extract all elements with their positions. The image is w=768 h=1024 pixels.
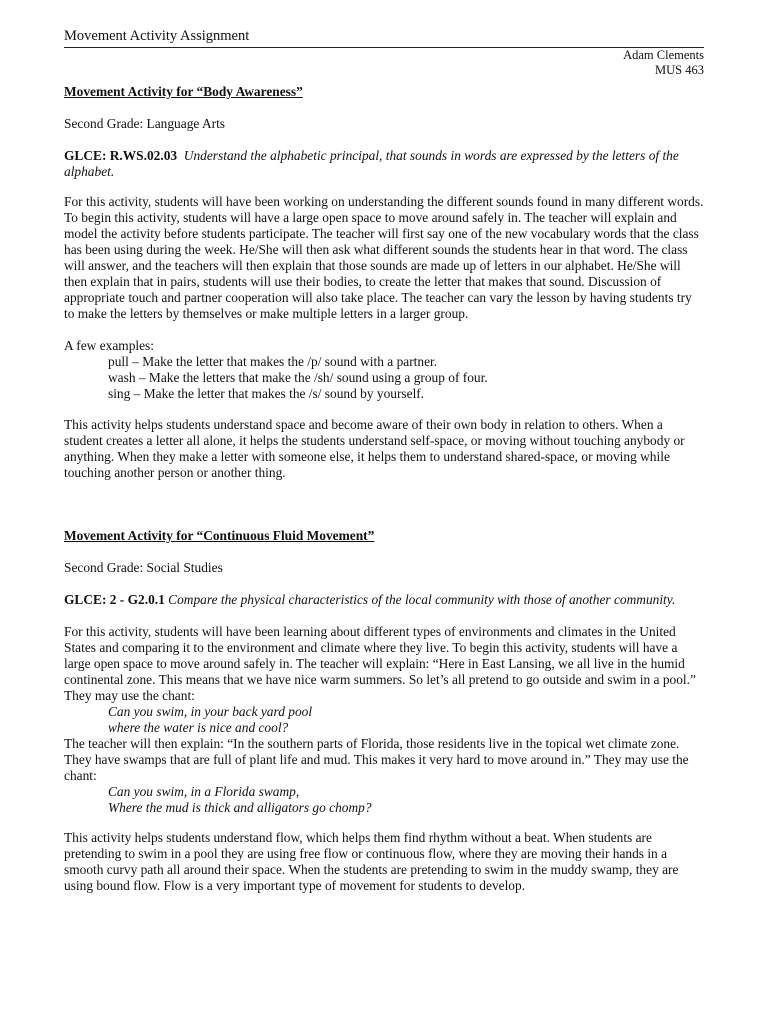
section-heading: Movement Activity for “Continuous Fluid Movement” (64, 528, 375, 543)
section-fluid-movement-heading (64, 528, 704, 544)
section-fluid-movement-para1 (64, 624, 704, 816)
grade-subject: Second Grade: Language Arts (64, 116, 226, 131)
document-header-title: Movement Activity Assignment (64, 28, 250, 44)
paragraph: This activity helps students understand space and become aware of their own body in relation to others. When a student creates a letter all alone, it helps the students understand self-space, or moving without touching anybody or anything. When they make a letter with someone else, it helps them to understand shared-space, or moving while touching another person or another thing. (64, 417, 685, 480)
examples-label: A few examples: (64, 338, 154, 353)
section-heading: Movement Activity for “Body Awareness” (64, 84, 303, 99)
author-name: Adam Clements (623, 48, 704, 62)
glce-line (64, 148, 704, 180)
paragraph: For this activity, students will have been working on understanding the different sounds found in many different words. To begin this activity, students will have a large open space to move around safely in. The teacher will explain and model the activity before students participate. The teacher will first say one of the new vocabulary words that the class has been using during the week. He/She will then ask what different sounds the students hear in that word. The class will answer, and the teachers will then explain that those sounds are made up of letters in our alphabet. He/She will then explain that in pairs, students will use their bodies, to create the letter that makes that sound. Discussion of appropriate touch and partner cooperation will also take place. The teacher can vary the lesson by having students try to make the letters by themselves or make multiple letters in a larger group. (64, 194, 704, 321)
glce-code: GLCE: R.WS.02.03 (64, 148, 178, 163)
author-block (623, 48, 704, 77)
glce-code: GLCE: 2 - G2.0.1 (64, 592, 165, 607)
section-body-awareness-heading (64, 84, 704, 100)
section-body-awareness-para1 (64, 194, 704, 322)
paragraph: For this activity, students will have been learning about different types of environments and climates in the United States and comparing it to the environment and climate where they live. To begin this activity, students will have a large open space to move around safely in. The teacher will explain: “Here in East Lansing, we all live in the humid continental zone. This means that we have nice warm summers. So let’s all pretend to go outside and swim in a pool.” They may use the chant: (64, 624, 696, 703)
section-body-awareness-para2 (64, 417, 704, 481)
chant-line: Where the mud is thick and alligators go chomp? (108, 800, 372, 815)
glce-description: Compare the physical characteristics of the local community with those of another community. (168, 592, 676, 607)
chant-line: Can you swim, in your back yard pool (108, 704, 313, 719)
example-item: sing – Make the letter that makes the /s/ sound by yourself. (108, 386, 425, 401)
section-fluid-movement-glce (64, 592, 704, 608)
section-body-awareness-glce (64, 148, 704, 180)
example-item: wash – Make the letters that make the /sh/ sound using a group of four. (108, 370, 488, 385)
paragraph: This activity helps students understand flow, which helps them find rhythm without a beat. When students are pretending to swim in a pool they are using free flow or continuous flow, where they are moving their hands in a smooth curvy path all around their space. When the students are pretending to swim in the muddy swamp, they are using bound flow. Flow is a very important type of movement for students to develop. (64, 830, 679, 893)
paragraph: The teacher will then explain: “In the southern parts of Florida, those residents live in the topical wet climate zone. They have swamps that are full of plant life and mud. This makes it very hard to move around in.” They may use the chant: (64, 736, 689, 783)
chant-line: where the water is nice and cool? (108, 720, 289, 735)
course-code: MUS 463 (655, 62, 704, 77)
chant-line: Can you swim, in a Florida swamp, (108, 784, 300, 799)
section-fluid-movement-para3 (64, 830, 704, 894)
section-body-awareness-examples (64, 338, 704, 402)
example-item: pull – Make the letter that makes the /p/ sound with a partner. (108, 354, 438, 369)
section-fluid-movement-grade (64, 560, 704, 576)
grade-subject: Second Grade: Social Studies (64, 560, 223, 575)
glce-description: Understand the alphabetic principal, that sounds in words are expressed by the letters of the alphabet. (64, 148, 679, 179)
section-body-awareness-grade (64, 116, 704, 132)
glce-line (64, 592, 704, 608)
header-rule (64, 47, 704, 48)
